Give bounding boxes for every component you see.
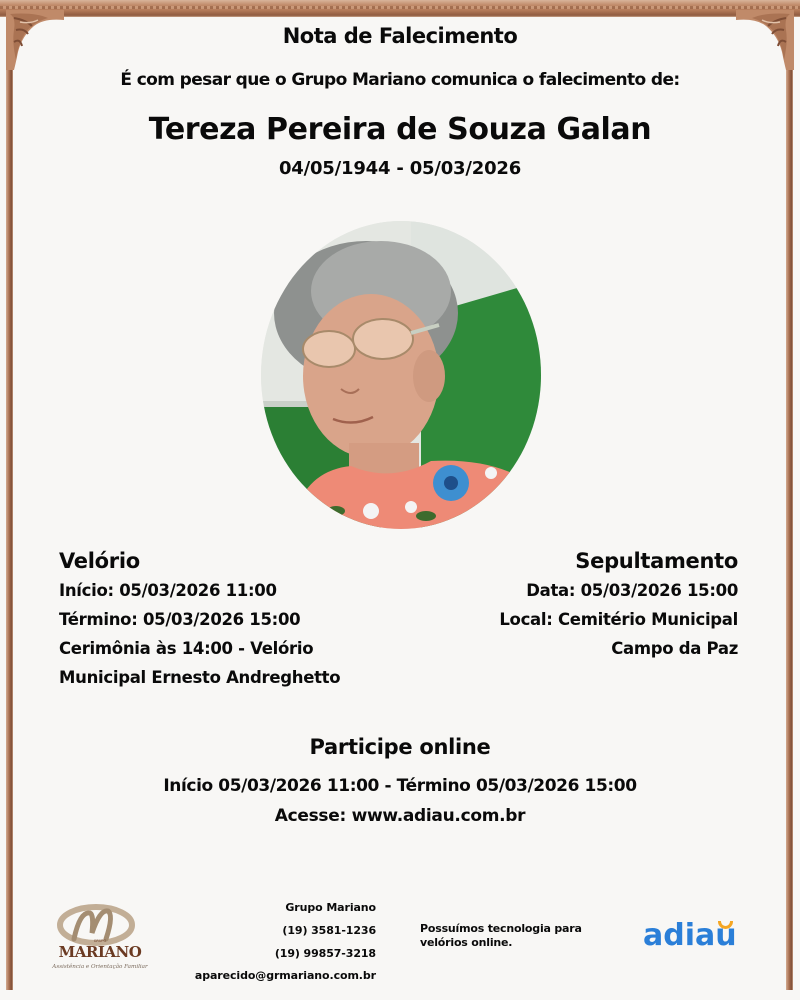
adiau-logo-text: adia — [643, 918, 716, 953]
online-access-link[interactable]: Acesse: www.adiau.com.br — [274, 806, 526, 826]
online-tech-note — [420, 922, 582, 950]
contact-block — [195, 897, 376, 988]
wake-end: Término: 05/03/2026 15:00 — [59, 610, 301, 629]
svg-text:MARIANO: MARIANO — [58, 943, 142, 961]
phone-landline[interactable]: (19) 3581-1236 — [282, 923, 376, 937]
tech-note-line: Possuímos tecnologia para — [420, 922, 582, 935]
announcement-subtitle: É com pesar que o Grupo Mariano comunica o falecimento de: — [120, 70, 680, 90]
wake-location: Municipal Ernesto Andreghetto — [59, 668, 341, 687]
burial-heading: Sepultamento — [575, 549, 738, 573]
svg-text:Assistência e Orientação Famil: Assistência e Orientação Familiar — [52, 964, 148, 970]
frame-top-border — [0, 0, 800, 17]
page-title: Nota de Falecimento — [282, 24, 518, 48]
online-times: Início 05/03/2026 11:00 - Término 05/03/2026 15:00 — [163, 776, 637, 796]
burial-date: Data: 05/03/2026 15:00 — [526, 581, 738, 600]
life-dates: 04/05/1944 - 05/03/2026 — [278, 158, 522, 179]
contact-email[interactable]: aparecido@grmariano.com.br — [194, 969, 376, 983]
portrait-illustration — [261, 221, 541, 529]
svg-text:GRUPO: GRUPO — [93, 939, 107, 943]
deceased-name: Tereza Pereira de Souza Galan — [148, 112, 652, 147]
tech-note-line: velórios online. — [420, 936, 513, 949]
burial-location-cont: Campo da Paz — [611, 639, 738, 658]
company-name: Grupo Mariano — [285, 901, 376, 914]
adiau-logo-u: u — [715, 918, 737, 953]
burial-location: Local: Cemitério Municipal — [499, 610, 738, 629]
online-heading: Participe online — [309, 735, 491, 759]
wake-section — [59, 546, 340, 692]
adiau-logo — [643, 916, 737, 956]
grupo-mariano-logo — [44, 903, 156, 971]
mariano-logo-icon — [44, 903, 156, 971]
burial-section — [499, 546, 738, 663]
wake-start: Início: 05/03/2026 11:00 — [59, 581, 277, 600]
wake-ceremony: Cerimônia às 14:00 - Velório — [59, 639, 314, 658]
deceased-photo — [261, 221, 541, 529]
wake-heading: Velório — [59, 549, 140, 573]
phone-mobile[interactable]: (19) 99857-3218 — [274, 946, 376, 960]
